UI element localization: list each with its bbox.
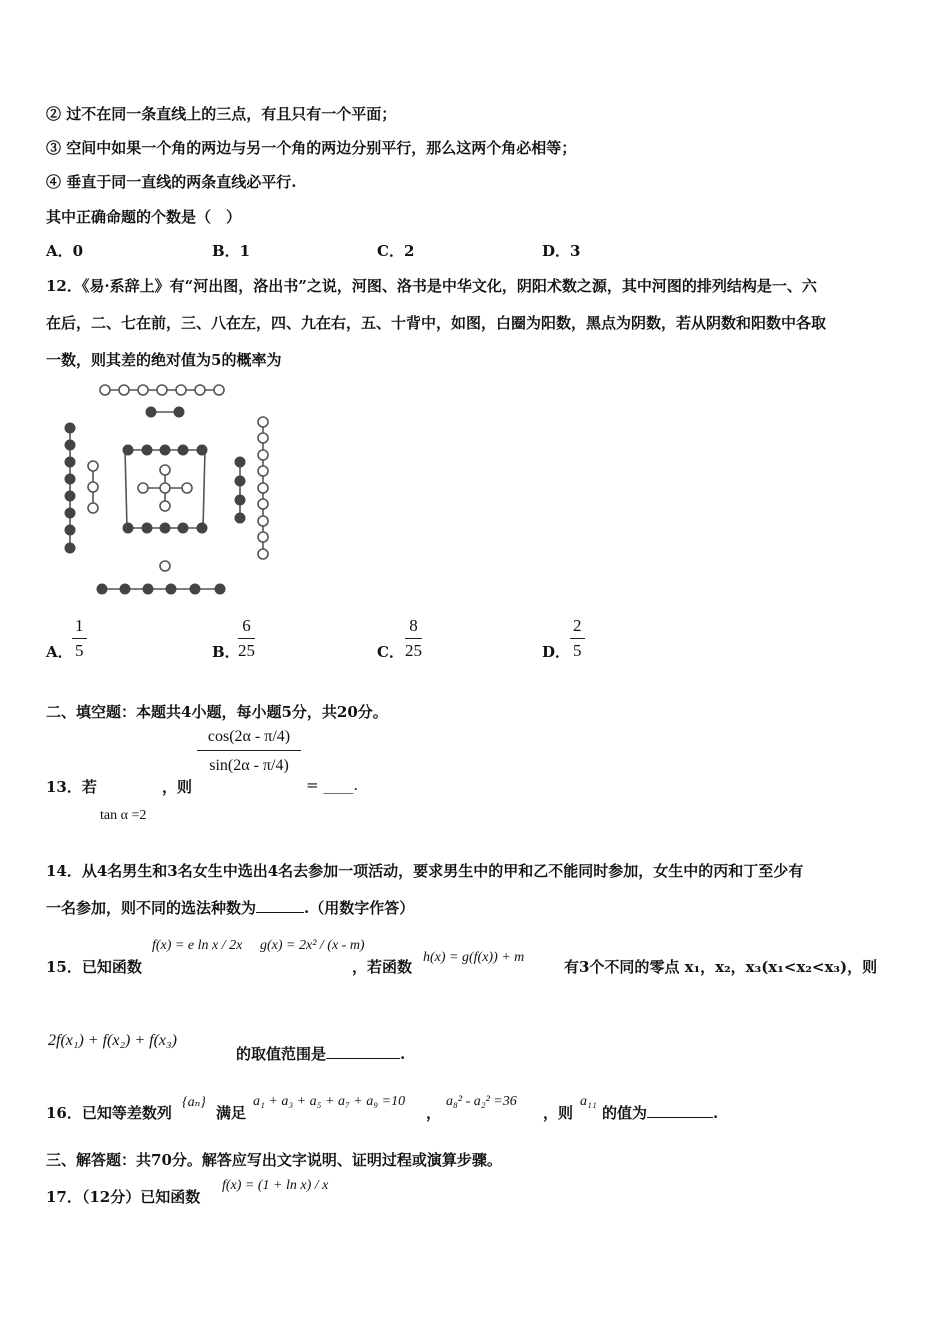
q12-option-d-den: 5: [573, 641, 582, 660]
q16-answer-blank[interactable]: [647, 1103, 713, 1118]
q11-statement-4: ④ 垂直于同一直线的两条直线必平行.: [46, 173, 297, 191]
q14-line-2-text: 一名参加，则不同的选法种数为: [46, 899, 257, 917]
q12-option-b-label: B．: [212, 643, 240, 661]
q16-target: a₁₁: [580, 1094, 597, 1109]
q15-prefix: 15．已知函数: [46, 958, 142, 976]
section-3-heading: 三、解答题：共70分。解答应写出文字说明、证明过程或演算步骤。: [46, 1151, 502, 1169]
q16-condition-1: a₁ + a₃ + a₅ + a₇ + a₉ =10: [253, 1094, 406, 1109]
q16-end: .: [713, 1104, 719, 1122]
q12-line-1: 12．《易·系辞上》有“河出图，洛出书”之说，河图、洛书是中华文化，阴阳术数之源，其中河图的排列结构是一、六: [46, 277, 817, 295]
q16-sequence: {aₙ}: [182, 1095, 206, 1110]
q16-prefix: 16．已知等差数列: [46, 1104, 172, 1122]
q13-mid: ，则: [162, 778, 193, 796]
q17-function: f(x) = (1 + ln x) / x: [222, 1178, 329, 1193]
q14-line-2: [46, 897, 414, 918]
q16-ask: [602, 1102, 718, 1123]
q12-option-c-den: 25: [405, 641, 422, 660]
q11-option-d: D．3: [542, 242, 581, 260]
q12-option-a-num: 1: [72, 616, 87, 639]
q15-ask-text: 的取值范围是: [236, 1045, 327, 1063]
q14-line-2-tail: .（用数字作答）: [304, 899, 415, 917]
q15-mid: ，若函数: [352, 958, 413, 976]
q16-comma: ，: [426, 1104, 442, 1122]
q13-tail: = ____.: [306, 776, 359, 794]
q15-g-definition: g(x) = 2x² / (x - m): [260, 938, 365, 953]
q12-line-3: 一数，则其差的绝对值为5的概率为: [46, 351, 282, 369]
q11-statement-2: ② 过不在同一条直线上的三点，有且只有一个平面；: [46, 105, 397, 123]
q15-f-definition: f(x) = e ln x / 2x: [152, 938, 243, 953]
q15-h-definition: h(x) = g(f(x)) + m: [423, 950, 525, 965]
q12-option-b-num: 6: [238, 616, 255, 639]
q16-condition-2: a₈² - a₂² =36: [446, 1094, 517, 1109]
q12-option-a-label: A．: [46, 643, 73, 661]
q12-option-d-fraction: [570, 616, 585, 661]
q13-numerator: cos(2α - π/4): [197, 728, 301, 751]
q13-prefix: 13．若: [46, 778, 97, 796]
q12-option-c-fraction: [405, 616, 422, 661]
q12-line-2: 在后，二、七在前，三、八在左，四、九在右，五、十背中，如图，白圈为阳数，黑点为阴数，若从阴数和阳数中各取: [46, 314, 827, 332]
q11-option-c: C．2: [377, 242, 415, 260]
q12-option-c-num: 8: [405, 616, 422, 639]
section-2-heading: 二、填空题：本题共4小题，每小题5分，共20分。: [46, 703, 388, 721]
q11-question: 其中正确命题的个数是（ ）: [46, 208, 242, 226]
q16-ask-text: 的值为: [602, 1104, 648, 1122]
q11-statement-3: ③ 空间中如果一个角的两边与另一个角的两边分别平行，那么这两个角必相等；: [46, 139, 577, 157]
q17-prefix: 17．（12分）已知函数: [46, 1188, 201, 1206]
q11-option-a: A．0: [46, 242, 84, 260]
q12-option-b-den: 25: [238, 641, 255, 660]
q13-denominator: sin(2α - π/4): [209, 757, 289, 774]
q15-end: .: [400, 1045, 406, 1063]
q16-cond-label: 满足: [216, 1104, 247, 1122]
q15-expression: 2f(x₁) + f(x₂) + f(x₃): [48, 1032, 177, 1049]
q14-answer-blank[interactable]: [256, 898, 304, 913]
q15-tail: 有3个不同的零点 x₁，x₂，x₃(x₁<x₂<x₃)，则: [564, 958, 878, 976]
q12-option-c-label: C．: [377, 643, 404, 661]
q14-line-1: 14．从4名男生和3名女生中选出4名去参加一项活动，要求男生中的甲和乙不能同时参加，女生中的丙和丁至少有: [46, 862, 804, 880]
q12-option-d-label: D．: [542, 643, 571, 661]
q15-answer-blank[interactable]: [326, 1044, 400, 1059]
q12-option-a-fraction: [72, 616, 87, 661]
q13-fraction: [197, 728, 301, 775]
q12-option-d-num: 2: [570, 616, 585, 639]
hetu-diagram: [50, 378, 285, 603]
q11-option-b: B．1: [212, 242, 251, 260]
q15-ask: [236, 1043, 405, 1064]
q16-mid: ，则: [543, 1104, 574, 1122]
q12-option-a-den: 5: [75, 641, 84, 660]
q13-condition: tan α =2: [100, 808, 147, 823]
q12-option-b-fraction: [238, 616, 255, 661]
